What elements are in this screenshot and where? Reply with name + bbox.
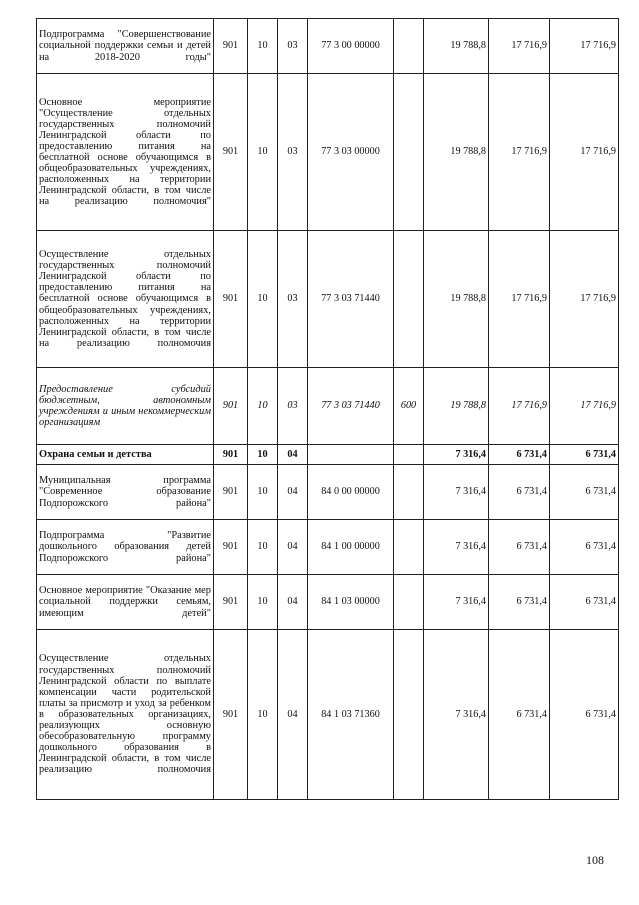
cell-tselevaya-statya: 77 3 00 00000 (308, 19, 394, 74)
cell-amount-3: 6 731,4 (550, 575, 619, 630)
cell-podrazdel: 04 (278, 630, 308, 800)
cell-podrazdel: 04 (278, 465, 308, 520)
table-row (37, 19, 619, 74)
row-name: Предоставление субсидий бюджетным, автономным учреждениям и иным некоммерческим организациям (37, 368, 214, 445)
cell-razdel: 10 (248, 231, 278, 368)
cell-amount-2: 6 731,4 (489, 445, 550, 465)
cell-razdel: 10 (248, 465, 278, 520)
cell-glava: 901 (214, 74, 248, 231)
cell-amount-2: 17 716,9 (489, 368, 550, 445)
cell-vid-rashodov (394, 445, 424, 465)
cell-amount-2: 17 716,9 (489, 231, 550, 368)
cell-amount-1: 19 788,8 (424, 231, 489, 368)
cell-amount-1: 19 788,8 (424, 74, 489, 231)
cell-amount-3: 17 716,9 (550, 231, 619, 368)
cell-tselevaya-statya: 84 1 03 00000 (308, 575, 394, 630)
cell-amount-3: 17 716,9 (550, 19, 619, 74)
cell-razdel: 10 (248, 630, 278, 800)
cell-podrazdel: 04 (278, 445, 308, 465)
cell-vid-rashodov: 600 (394, 368, 424, 445)
row-name: Подпрограмма "Совершенствование социальной поддержки семьи и детей на 2018-2020 годы" (37, 19, 214, 74)
row-name: Осуществление отдельных государственных полномочий Ленинградской области по выплате компенсации части родительской платы за присмотр и уход за ребенком в образовательных организациях, реализующих основную обесобразовательную программу дошкольного образования в Ленинградской области, в том числе реализацию полномочия (37, 630, 214, 800)
cell-amount-2: 6 731,4 (489, 465, 550, 520)
table-row (37, 445, 619, 465)
cell-glava: 901 (214, 520, 248, 575)
cell-glava: 901 (214, 368, 248, 445)
row-name: Осуществление отдельных государственных полномочий Ленинградской области по предоставлению питания на бесплатной основе обучающимся в общеобразовательных учреждениях, расположенных на территории Ленинградской области, в том числе на реализацию полномочия (37, 231, 214, 368)
row-name: Основное мероприятие "Оказание мер социальной поддержки семьям, имеющим детей" (37, 575, 214, 630)
table-row (37, 231, 619, 368)
cell-razdel: 10 (248, 445, 278, 465)
cell-amount-3: 17 716,9 (550, 74, 619, 231)
row-name: Подпрограмма "Развитие дошкольного образования детей Подпорожского района" (37, 520, 214, 575)
row-name: Муниципальная программа "Современное образование Подпорожского района" (37, 465, 214, 520)
cell-glava: 901 (214, 231, 248, 368)
cell-tselevaya-statya: 84 1 03 71360 (308, 630, 394, 800)
cell-tselevaya-statya: 84 1 00 00000 (308, 520, 394, 575)
cell-tselevaya-statya: 77 3 03 71440 (308, 368, 394, 445)
cell-tselevaya-statya (308, 445, 394, 465)
cell-amount-1: 19 788,8 (424, 19, 489, 74)
cell-amount-3: 17 716,9 (550, 368, 619, 445)
cell-vid-rashodov (394, 74, 424, 231)
cell-amount-3: 6 731,4 (550, 520, 619, 575)
cell-amount-2: 6 731,4 (489, 575, 550, 630)
cell-vid-rashodov (394, 520, 424, 575)
cell-vid-rashodov (394, 465, 424, 520)
cell-amount-2: 6 731,4 (489, 520, 550, 575)
cell-amount-2: 17 716,9 (489, 19, 550, 74)
cell-amount-2: 6 731,4 (489, 630, 550, 800)
cell-amount-1: 19 788,8 (424, 368, 489, 445)
cell-glava: 901 (214, 19, 248, 74)
cell-razdel: 10 (248, 575, 278, 630)
cell-tselevaya-statya: 77 3 03 00000 (308, 74, 394, 231)
cell-razdel: 10 (248, 19, 278, 74)
cell-podrazdel: 04 (278, 575, 308, 630)
cell-amount-3: 6 731,4 (550, 465, 619, 520)
table-row (37, 575, 619, 630)
cell-amount-3: 6 731,4 (550, 445, 619, 465)
cell-amount-2: 17 716,9 (489, 74, 550, 231)
cell-podrazdel: 03 (278, 74, 308, 231)
cell-glava: 901 (214, 575, 248, 630)
cell-podrazdel: 04 (278, 520, 308, 575)
cell-tselevaya-statya: 77 3 03 71440 (308, 231, 394, 368)
cell-amount-3: 6 731,4 (550, 630, 619, 800)
cell-glava: 901 (214, 445, 248, 465)
cell-razdel: 10 (248, 368, 278, 445)
cell-vid-rashodov (394, 575, 424, 630)
cell-amount-1: 7 316,4 (424, 520, 489, 575)
budget-table (36, 18, 619, 800)
cell-podrazdel: 03 (278, 368, 308, 445)
cell-podrazdel: 03 (278, 231, 308, 368)
cell-amount-1: 7 316,4 (424, 630, 489, 800)
table-row (37, 368, 619, 445)
table-row (37, 74, 619, 231)
table-row (37, 630, 619, 800)
table-row (37, 520, 619, 575)
row-name: Основное мероприятие "Осуществление отдельных государственных полномочий Ленинградской области по предоставлению питания на бесплатной основе обучающимся в общеобразовательных учреждениях, расположенных на территории Ленинградской области, в том числе на реализацию полномочия" (37, 74, 214, 231)
cell-tselevaya-statya: 84 0 00 00000 (308, 465, 394, 520)
table-row (37, 465, 619, 520)
cell-amount-1: 7 316,4 (424, 445, 489, 465)
cell-vid-rashodov (394, 630, 424, 800)
cell-glava: 901 (214, 465, 248, 520)
cell-razdel: 10 (248, 520, 278, 575)
cell-razdel: 10 (248, 74, 278, 231)
cell-amount-1: 7 316,4 (424, 465, 489, 520)
cell-podrazdel: 03 (278, 19, 308, 74)
cell-vid-rashodov (394, 231, 424, 368)
cell-vid-rashodov (394, 19, 424, 74)
page-number: 108 (586, 853, 604, 867)
cell-amount-1: 7 316,4 (424, 575, 489, 630)
cell-glava: 901 (214, 630, 248, 800)
row-name: Охрана семьи и детства (37, 445, 214, 465)
